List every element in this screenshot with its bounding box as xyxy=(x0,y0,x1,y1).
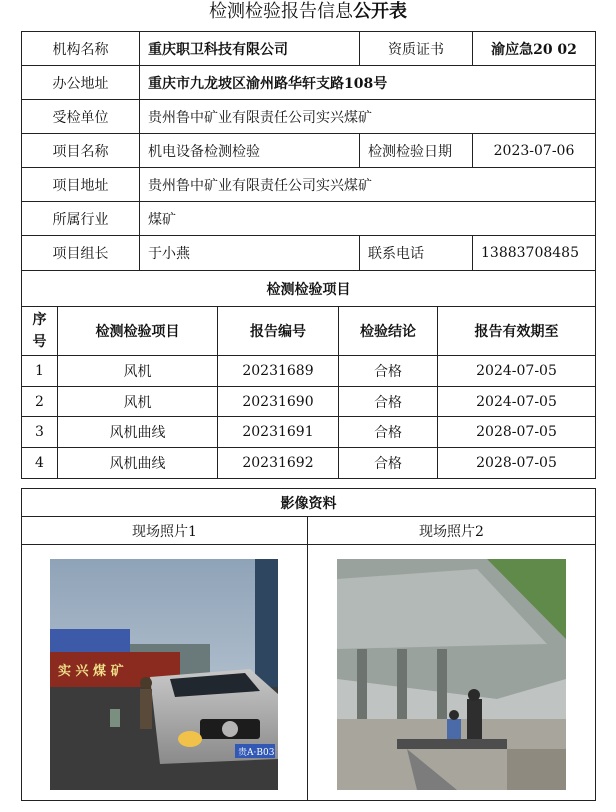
table-row-valid: 2028-07-05 xyxy=(437,447,596,479)
cert-label: 资质证书 xyxy=(359,31,473,66)
photo1-plate-text: 贵A·B03 xyxy=(238,748,275,758)
table-row-item: 风机 xyxy=(57,355,218,387)
table-row-result: 合格 xyxy=(338,447,438,479)
title-text: 检测检验报告信息 xyxy=(209,1,353,22)
cert-value: 渝应急20 02 xyxy=(472,31,596,66)
proj-value: 机电设备检测检验 xyxy=(139,133,360,168)
date-label: 检测检验日期 xyxy=(359,133,473,168)
title-bold-text: 公开表 xyxy=(353,1,407,22)
unit-label: 受检单位 xyxy=(21,99,140,134)
industry-label: 所属行业 xyxy=(21,201,140,236)
items-section-title: 检测检验项目 xyxy=(21,270,596,307)
report-no-header: 报告编号 xyxy=(217,306,339,356)
table-row-report-no: 20231691 xyxy=(217,416,339,448)
table-row-seq: 4 xyxy=(21,447,58,479)
industry-value: 煤矿 xyxy=(139,201,596,236)
table-row-seq: 3 xyxy=(21,416,58,448)
item-header: 检测检验项目 xyxy=(57,306,218,356)
phone-value: 13883708485 xyxy=(472,235,596,271)
table-row-item: 风机 xyxy=(57,386,218,417)
table-row-seq: 2 xyxy=(21,386,58,417)
report-table xyxy=(21,31,596,801)
table-row-report-no: 20231690 xyxy=(217,386,339,417)
images-section-title: 影像资料 xyxy=(21,488,596,517)
leader-value: 于小燕 xyxy=(139,235,360,271)
table-row-result: 合格 xyxy=(338,386,438,417)
table-row-item: 风机曲线 xyxy=(57,447,218,479)
site-label: 项目地址 xyxy=(21,167,140,202)
result-header: 检验结论 xyxy=(338,306,438,356)
table-row-report-no: 20231692 xyxy=(217,447,339,479)
table-row-result: 合格 xyxy=(338,355,438,387)
valid-header: 报告有效期至 xyxy=(437,306,596,356)
table-row-report-no: 20231689 xyxy=(217,355,339,387)
table-row-seq: 1 xyxy=(21,355,58,387)
org-value: 重庆职卫科技有限公司 xyxy=(139,31,360,66)
addr-label: 办公地址 xyxy=(21,65,140,100)
photo2-label: 现场照片2 xyxy=(307,516,596,545)
table-row-valid: 2024-07-05 xyxy=(437,355,596,387)
page-title xyxy=(0,0,616,28)
table-row-valid: 2024-07-05 xyxy=(437,386,596,417)
seq-header: 序号 xyxy=(21,306,58,356)
phone-label: 联系电话 xyxy=(359,235,473,271)
table-row-item: 风机曲线 xyxy=(57,416,218,448)
photo1-label: 现场照片1 xyxy=(21,516,308,545)
site-photo-1-image xyxy=(50,559,278,790)
table-row-valid: 2028-07-05 xyxy=(437,416,596,448)
site-photo-1 xyxy=(50,559,278,790)
table-row-result: 合格 xyxy=(338,416,438,448)
unit-value: 贵州鲁中矿业有限责任公司实兴煤矿 xyxy=(139,99,596,134)
date-value: 2023-07-06 xyxy=(472,133,596,168)
leader-label: 项目组长 xyxy=(21,235,140,271)
addr-value: 重庆市九龙坡区渝州路华轩支路108号 xyxy=(139,65,596,100)
photo1-sign-text: 实 兴 煤 矿 xyxy=(58,664,124,679)
proj-label: 项目名称 xyxy=(21,133,140,168)
site-photo-2-image xyxy=(337,559,566,790)
site-photo-2 xyxy=(337,559,566,790)
site-value: 贵州鲁中矿业有限责任公司实兴煤矿 xyxy=(139,167,596,202)
org-label: 机构名称 xyxy=(21,31,140,66)
